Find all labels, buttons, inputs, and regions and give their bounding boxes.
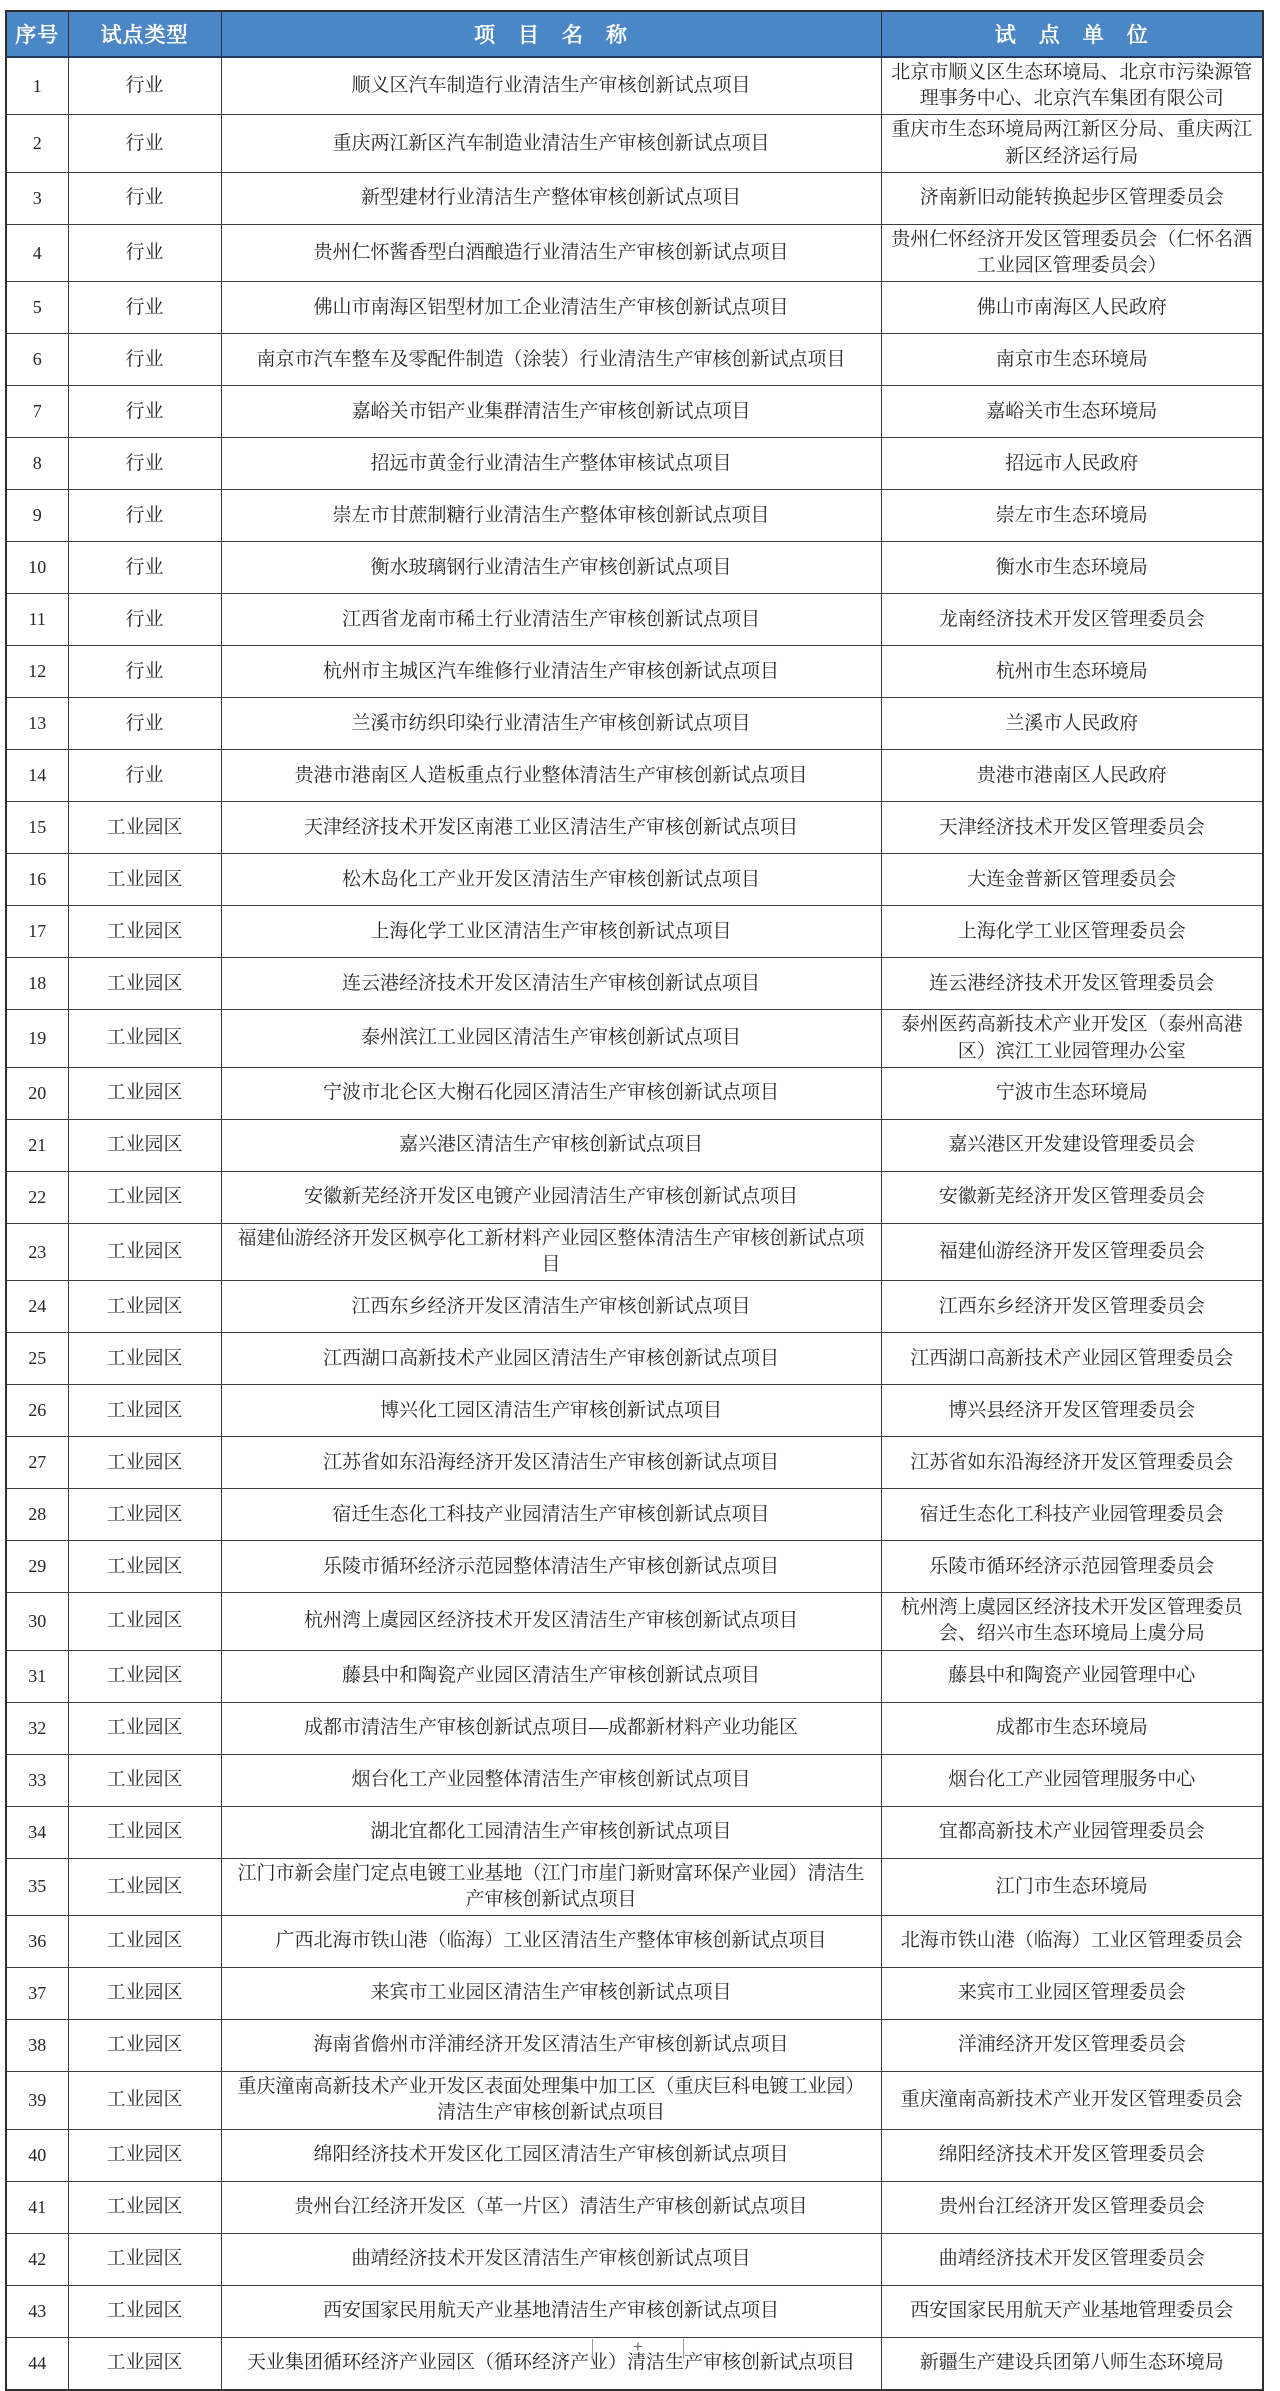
table-row bbox=[6, 1119, 1263, 1171]
project-name-cell: 嘉峪关市铝产业集群清洁生产审核创新试点项目 bbox=[221, 386, 881, 438]
pilot-type-cell: 工业园区 bbox=[68, 2020, 221, 2072]
table-row bbox=[6, 438, 1263, 490]
table-row bbox=[6, 2285, 1263, 2337]
table-row bbox=[6, 2233, 1263, 2285]
pilot-type-cell: 工业园区 bbox=[68, 1281, 221, 1333]
pilot-unit-cell: 南京市生态环境局 bbox=[881, 334, 1263, 386]
project-name-cell: 海南省儋州市洋浦经济开发区清洁生产审核创新试点项目 bbox=[221, 2020, 881, 2072]
pilot-type-cell: 工业园区 bbox=[68, 2129, 221, 2181]
table-row bbox=[6, 1593, 1263, 1650]
pilot-type-cell: 行业 bbox=[68, 698, 221, 750]
col-header-project-name: 项 目 名 称 bbox=[221, 11, 881, 57]
table-row bbox=[6, 1333, 1263, 1385]
pilot-type-cell: 工业园区 bbox=[68, 1171, 221, 1223]
pilot-type-cell: 工业园区 bbox=[68, 802, 221, 854]
row-index-cell: 11 bbox=[6, 594, 68, 646]
pilot-unit-cell: 招远市人民政府 bbox=[881, 438, 1263, 490]
project-name-cell: 招远市黄金行业清洁生产整体审核试点项目 bbox=[221, 438, 881, 490]
row-index-cell: 24 bbox=[6, 1281, 68, 1333]
row-index-cell: 4 bbox=[6, 224, 68, 281]
pilot-type-cell: 行业 bbox=[68, 57, 221, 115]
pilot-type-cell: 工业园区 bbox=[68, 1489, 221, 1541]
table-row bbox=[6, 334, 1263, 386]
project-name-cell: 贵港市港南区人造板重点行业整体清洁生产审核创新试点项目 bbox=[221, 750, 881, 802]
pilot-unit-cell: 宿迁生态化工科技产业园管理委员会 bbox=[881, 1489, 1263, 1541]
project-name-cell: 来宾市工业园区清洁生产审核创新试点项目 bbox=[221, 1968, 881, 2020]
row-index-cell: 38 bbox=[6, 2020, 68, 2072]
pilot-type-cell: 工业园区 bbox=[68, 1010, 221, 1067]
row-index-cell: 41 bbox=[6, 2181, 68, 2233]
row-index-cell: 43 bbox=[6, 2285, 68, 2337]
pilot-projects-table bbox=[5, 10, 1264, 2391]
table-header bbox=[6, 11, 1263, 57]
row-index-cell: 10 bbox=[6, 542, 68, 594]
table-row bbox=[6, 1489, 1263, 1541]
pilot-type-cell: 行业 bbox=[68, 542, 221, 594]
row-index-cell: 15 bbox=[6, 802, 68, 854]
table-row bbox=[6, 224, 1263, 281]
pilot-type-cell: 行业 bbox=[68, 224, 221, 281]
table-row bbox=[6, 115, 1263, 172]
project-name-cell: 上海化学工业区清洁生产审核创新试点项目 bbox=[221, 906, 881, 958]
table-row bbox=[6, 802, 1263, 854]
table-row bbox=[6, 1437, 1263, 1489]
pilot-unit-cell: 贵州仁怀经济开发区管理委员会（仁怀名酒工业园区管理委员会） bbox=[881, 224, 1263, 281]
pilot-unit-cell: 佛山市南海区人民政府 bbox=[881, 282, 1263, 334]
row-index-cell: 26 bbox=[6, 1385, 68, 1437]
col-header-pilot-type: 试点类型 bbox=[68, 11, 221, 57]
project-name-cell: 杭州湾上虞园区经济技术开发区清洁生产审核创新试点项目 bbox=[221, 1593, 881, 1650]
table-row bbox=[6, 2181, 1263, 2233]
pilot-type-cell: 行业 bbox=[68, 438, 221, 490]
pilot-type-cell: 工业园区 bbox=[68, 1333, 221, 1385]
pilot-unit-cell: 乐陵市循环经济示范园管理委员会 bbox=[881, 1541, 1263, 1593]
table-row bbox=[6, 698, 1263, 750]
row-index-cell: 9 bbox=[6, 490, 68, 542]
pilot-type-cell: 工业园区 bbox=[68, 2233, 221, 2285]
row-index-cell: 13 bbox=[6, 698, 68, 750]
row-index-cell: 3 bbox=[6, 172, 68, 224]
project-name-cell: 江门市新会崖门定点电镀工业基地（江门市崖门新财富环保产业园）清洁生产审核创新试点项目 bbox=[221, 1858, 881, 1915]
table-row bbox=[6, 57, 1263, 115]
pilot-type-cell: 行业 bbox=[68, 490, 221, 542]
table-row bbox=[6, 1171, 1263, 1223]
pilot-type-cell: 行业 bbox=[68, 750, 221, 802]
header-row bbox=[6, 11, 1263, 57]
pilot-unit-cell: 来宾市工业园区管理委员会 bbox=[881, 1968, 1263, 2020]
table-row bbox=[6, 1385, 1263, 1437]
row-index-cell: 16 bbox=[6, 854, 68, 906]
project-name-cell: 成都市清洁生产审核创新试点项目—成都新材料产业功能区 bbox=[221, 1702, 881, 1754]
pilot-type-cell: 行业 bbox=[68, 172, 221, 224]
pilot-type-cell: 工业园区 bbox=[68, 1119, 221, 1171]
table-row bbox=[6, 542, 1263, 594]
row-index-cell: 42 bbox=[6, 2233, 68, 2285]
pilot-unit-cell: 新疆生产建设兵团第八师生态环境局 bbox=[881, 2337, 1263, 2390]
pilot-type-cell: 工业园区 bbox=[68, 1702, 221, 1754]
project-name-cell: 崇左市甘蔗制糖行业清洁生产整体审核创新试点项目 bbox=[221, 490, 881, 542]
table-row bbox=[6, 906, 1263, 958]
table-row bbox=[6, 750, 1263, 802]
row-index-cell: 19 bbox=[6, 1010, 68, 1067]
row-index-cell: 14 bbox=[6, 750, 68, 802]
project-name-cell: 南京市汽车整车及零配件制造（涂装）行业清洁生产审核创新试点项目 bbox=[221, 334, 881, 386]
project-name-cell: 江苏省如东沿海经济开发区清洁生产审核创新试点项目 bbox=[221, 1437, 881, 1489]
row-index-cell: 1 bbox=[6, 57, 68, 115]
pilot-type-cell: 行业 bbox=[68, 334, 221, 386]
project-name-cell: 博兴化工园区清洁生产审核创新试点项目 bbox=[221, 1385, 881, 1437]
project-name-cell: 绵阳经济技术开发区化工园区清洁生产审核创新试点项目 bbox=[221, 2129, 881, 2181]
project-name-cell: 松木岛化工产业开发区清洁生产审核创新试点项目 bbox=[221, 854, 881, 906]
pilot-type-cell: 行业 bbox=[68, 115, 221, 172]
row-index-cell: 44 bbox=[6, 2337, 68, 2390]
project-name-cell: 江西省龙南市稀土行业清洁生产审核创新试点项目 bbox=[221, 594, 881, 646]
project-name-cell: 安徽新芜经济开发区电镀产业园清洁生产审核创新试点项目 bbox=[221, 1171, 881, 1223]
table-row bbox=[6, 2129, 1263, 2181]
pilot-type-cell: 工业园区 bbox=[68, 1067, 221, 1119]
pilot-unit-cell: 宁波市生态环境局 bbox=[881, 1067, 1263, 1119]
pilot-type-cell: 工业园区 bbox=[68, 1437, 221, 1489]
pilot-unit-cell: 连云港经济技术开发区管理委员会 bbox=[881, 958, 1263, 1010]
row-index-cell: 30 bbox=[6, 1593, 68, 1650]
pilot-unit-cell: 上海化学工业区管理委员会 bbox=[881, 906, 1263, 958]
row-index-cell: 8 bbox=[6, 438, 68, 490]
pilot-unit-cell: 成都市生态环境局 bbox=[881, 1702, 1263, 1754]
row-index-cell: 20 bbox=[6, 1067, 68, 1119]
table-row bbox=[6, 1010, 1263, 1067]
project-name-cell: 顺义区汽车制造行业清洁生产审核创新试点项目 bbox=[221, 57, 881, 115]
table-row bbox=[6, 854, 1263, 906]
pilot-unit-cell: 曲靖经济技术开发区管理委员会 bbox=[881, 2233, 1263, 2285]
row-index-cell: 34 bbox=[6, 1806, 68, 1858]
row-index-cell: 23 bbox=[6, 1223, 68, 1280]
pilot-unit-cell: 北京市顺义区生态环境局、北京市污染源管理事务中心、北京汽车集团有限公司 bbox=[881, 57, 1263, 115]
pilot-unit-cell: 济南新旧动能转换起步区管理委员会 bbox=[881, 172, 1263, 224]
pilot-unit-cell: 泰州医药高新技术产业开发区（泰州高港区）滨江工业园管理办公室 bbox=[881, 1010, 1263, 1067]
pilot-unit-cell: 福建仙游经济开发区管理委员会 bbox=[881, 1223, 1263, 1280]
project-name-cell: 乐陵市循环经济示范园整体清洁生产审核创新试点项目 bbox=[221, 1541, 881, 1593]
pilot-type-cell: 工业园区 bbox=[68, 1858, 221, 1915]
table-row bbox=[6, 1968, 1263, 2020]
project-name-cell: 江西东乡经济开发区清洁生产审核创新试点项目 bbox=[221, 1281, 881, 1333]
pilot-unit-cell: 贵州台江经济开发区管理委员会 bbox=[881, 2181, 1263, 2233]
pilot-type-cell: 工业园区 bbox=[68, 958, 221, 1010]
row-index-cell: 5 bbox=[6, 282, 68, 334]
col-header-index: 序号 bbox=[6, 11, 68, 57]
row-index-cell: 2 bbox=[6, 115, 68, 172]
project-name-cell: 连云港经济技术开发区清洁生产审核创新试点项目 bbox=[221, 958, 881, 1010]
pilot-unit-cell: 杭州湾上虞园区经济技术开发区管理委员会、绍兴市生态环境局上虞分局 bbox=[881, 1593, 1263, 1650]
project-name-cell: 宁波市北仑区大榭石化园区清洁生产审核创新试点项目 bbox=[221, 1067, 881, 1119]
pilot-type-cell: 工业园区 bbox=[68, 854, 221, 906]
table-row bbox=[6, 282, 1263, 334]
pilot-unit-cell: 博兴县经济开发区管理委员会 bbox=[881, 1385, 1263, 1437]
project-name-cell: 湖北宜都化工园清洁生产审核创新试点项目 bbox=[221, 1806, 881, 1858]
row-index-cell: 17 bbox=[6, 906, 68, 958]
table-body bbox=[6, 57, 1263, 2390]
table-row bbox=[6, 958, 1263, 1010]
project-name-cell: 天津经济技术开发区南港工业区清洁生产审核创新试点项目 bbox=[221, 802, 881, 854]
pilot-type-cell: 行业 bbox=[68, 594, 221, 646]
pilot-type-cell: 工业园区 bbox=[68, 906, 221, 958]
pilot-type-cell: 行业 bbox=[68, 386, 221, 438]
project-name-cell: 藤县中和陶瓷产业园区清洁生产审核创新试点项目 bbox=[221, 1650, 881, 1702]
row-index-cell: 35 bbox=[6, 1858, 68, 1915]
project-name-cell: 广西北海市铁山港（临海）工业区清洁生产整体审核创新试点项目 bbox=[221, 1916, 881, 1968]
project-name-cell: 西安国家民用航天产业基地清洁生产审核创新试点项目 bbox=[221, 2285, 881, 2337]
pilot-unit-cell: 兰溪市人民政府 bbox=[881, 698, 1263, 750]
project-name-cell: 佛山市南海区铝型材加工企业清洁生产审核创新试点项目 bbox=[221, 282, 881, 334]
row-index-cell: 40 bbox=[6, 2129, 68, 2181]
project-name-cell: 嘉兴港区清洁生产审核创新试点项目 bbox=[221, 1119, 881, 1171]
pilot-unit-cell: 天津经济技术开发区管理委员会 bbox=[881, 802, 1263, 854]
row-index-cell: 6 bbox=[6, 334, 68, 386]
row-index-cell: 21 bbox=[6, 1119, 68, 1171]
pilot-type-cell: 工业园区 bbox=[68, 1593, 221, 1650]
project-name-cell: 天业集团循环经济产业园区（循环经济产业）清洁生产审核创新试点项目 bbox=[221, 2337, 881, 2390]
pilot-unit-cell: 绵阳经济技术开发区管理委员会 bbox=[881, 2129, 1263, 2181]
pilot-type-cell: 工业园区 bbox=[68, 1754, 221, 1806]
row-index-cell: 28 bbox=[6, 1489, 68, 1541]
table-row bbox=[6, 1650, 1263, 1702]
table-row bbox=[6, 1754, 1263, 1806]
plus-icon[interactable]: + bbox=[633, 2337, 643, 2356]
pilot-unit-cell: 宜都高新技术产业园管理委员会 bbox=[881, 1806, 1263, 1858]
table-row bbox=[6, 1281, 1263, 1333]
table-row bbox=[6, 1067, 1263, 1119]
pilot-type-cell: 行业 bbox=[68, 282, 221, 334]
pilot-unit-cell: 西安国家民用航天产业基地管理委员会 bbox=[881, 2285, 1263, 2337]
table-row bbox=[6, 1806, 1263, 1858]
row-index-cell: 32 bbox=[6, 1702, 68, 1754]
pilot-unit-cell: 江西东乡经济开发区管理委员会 bbox=[881, 1281, 1263, 1333]
table-row bbox=[6, 172, 1263, 224]
pilot-unit-cell: 烟台化工产业园管理服务中心 bbox=[881, 1754, 1263, 1806]
pilot-type-cell: 工业园区 bbox=[68, 2072, 221, 2129]
pilot-unit-cell: 北海市铁山港（临海）工业区管理委员会 bbox=[881, 1916, 1263, 1968]
pilot-unit-cell: 安徽新芜经济开发区管理委员会 bbox=[881, 1171, 1263, 1223]
project-name-cell: 新型建材行业清洁生产整体审核创新试点项目 bbox=[221, 172, 881, 224]
project-name-cell: 衡水玻璃钢行业清洁生产审核创新试点项目 bbox=[221, 542, 881, 594]
table-row bbox=[6, 386, 1263, 438]
table-row bbox=[6, 646, 1263, 698]
pilot-unit-cell: 杭州市生态环境局 bbox=[881, 646, 1263, 698]
col-header-pilot-unit: 试 点 单 位 bbox=[881, 11, 1263, 57]
row-index-cell: 12 bbox=[6, 646, 68, 698]
row-index-cell: 27 bbox=[6, 1437, 68, 1489]
pilot-type-cell: 工业园区 bbox=[68, 2181, 221, 2233]
row-index-cell: 37 bbox=[6, 1968, 68, 2020]
project-name-cell: 曲靖经济技术开发区清洁生产审核创新试点项目 bbox=[221, 2233, 881, 2285]
project-name-cell: 兰溪市纺织印染行业清洁生产审核创新试点项目 bbox=[221, 698, 881, 750]
project-name-cell: 烟台化工产业园整体清洁生产审核创新试点项目 bbox=[221, 1754, 881, 1806]
pilot-unit-cell: 贵港市港南区人民政府 bbox=[881, 750, 1263, 802]
add-row-control[interactable] bbox=[592, 2339, 684, 2359]
row-index-cell: 25 bbox=[6, 1333, 68, 1385]
table-row bbox=[6, 1541, 1263, 1593]
table-row bbox=[6, 1702, 1263, 1754]
pilot-type-cell: 工业园区 bbox=[68, 1223, 221, 1280]
pilot-unit-cell: 大连金普新区管理委员会 bbox=[881, 854, 1263, 906]
pilot-unit-cell: 洋浦经济开发区管理委员会 bbox=[881, 2020, 1263, 2072]
row-index-cell: 29 bbox=[6, 1541, 68, 1593]
table-row bbox=[6, 490, 1263, 542]
pilot-unit-cell: 嘉峪关市生态环境局 bbox=[881, 386, 1263, 438]
row-index-cell: 33 bbox=[6, 1754, 68, 1806]
table-row bbox=[6, 1858, 1263, 1915]
pilot-type-cell: 工业园区 bbox=[68, 1385, 221, 1437]
project-name-cell: 贵州仁怀酱香型白酒酿造行业清洁生产审核创新试点项目 bbox=[221, 224, 881, 281]
project-name-cell: 宿迁生态化工科技产业园清洁生产审核创新试点项目 bbox=[221, 1489, 881, 1541]
pilot-unit-cell: 江门市生态环境局 bbox=[881, 1858, 1263, 1915]
project-name-cell: 杭州市主城区汽车维修行业清洁生产审核创新试点项目 bbox=[221, 646, 881, 698]
pilot-unit-cell: 江西湖口高新技术产业园区管理委员会 bbox=[881, 1333, 1263, 1385]
row-index-cell: 22 bbox=[6, 1171, 68, 1223]
pilot-unit-cell: 藤县中和陶瓷产业园管理中心 bbox=[881, 1650, 1263, 1702]
pilot-type-cell: 工业园区 bbox=[68, 2337, 221, 2390]
project-name-cell: 江西湖口高新技术产业园区清洁生产审核创新试点项目 bbox=[221, 1333, 881, 1385]
row-index-cell: 39 bbox=[6, 2072, 68, 2129]
pilot-unit-cell: 龙南经济技术开发区管理委员会 bbox=[881, 594, 1263, 646]
pilot-type-cell: 工业园区 bbox=[68, 1806, 221, 1858]
table-row bbox=[6, 1223, 1263, 1280]
pilot-unit-cell: 崇左市生态环境局 bbox=[881, 490, 1263, 542]
project-name-cell: 贵州台江经济开发区（革一片区）清洁生产审核创新试点项目 bbox=[221, 2181, 881, 2233]
pilot-unit-cell: 重庆潼南高新技术产业开发区管理委员会 bbox=[881, 2072, 1263, 2129]
project-name-cell: 泰州滨江工业园区清洁生产审核创新试点项目 bbox=[221, 1010, 881, 1067]
pilot-type-cell: 行业 bbox=[68, 646, 221, 698]
pilot-type-cell: 工业园区 bbox=[68, 2285, 221, 2337]
project-name-cell: 福建仙游经济开发区枫亭化工新材料产业园区整体清洁生产审核创新试点项目 bbox=[221, 1223, 881, 1280]
pilot-type-cell: 工业园区 bbox=[68, 1968, 221, 2020]
row-index-cell: 18 bbox=[6, 958, 68, 1010]
pilot-type-cell: 工业园区 bbox=[68, 1650, 221, 1702]
row-index-cell: 7 bbox=[6, 386, 68, 438]
pilot-unit-cell: 江苏省如东沿海经济开发区管理委员会 bbox=[881, 1437, 1263, 1489]
project-name-cell: 重庆潼南高新技术产业开发区表面处理集中加工区（重庆巨科电镀工业园）清洁生产审核创新试点项目 bbox=[221, 2072, 881, 2129]
table-row bbox=[6, 2020, 1263, 2072]
table-row bbox=[6, 2072, 1263, 2129]
row-index-cell: 36 bbox=[6, 1916, 68, 1968]
table-row bbox=[6, 594, 1263, 646]
pilot-unit-cell: 衡水市生态环境局 bbox=[881, 542, 1263, 594]
row-index-cell: 31 bbox=[6, 1650, 68, 1702]
table-row bbox=[6, 1916, 1263, 1968]
pilot-type-cell: 工业园区 bbox=[68, 1916, 221, 1968]
pilot-type-cell: 工业园区 bbox=[68, 1541, 221, 1593]
pilot-unit-cell: 重庆市生态环境局两江新区分局、重庆两江新区经济运行局 bbox=[881, 115, 1263, 172]
pilot-unit-cell: 嘉兴港区开发建设管理委员会 bbox=[881, 1119, 1263, 1171]
project-name-cell: 重庆两江新区汽车制造业清洁生产审核创新试点项目 bbox=[221, 115, 881, 172]
